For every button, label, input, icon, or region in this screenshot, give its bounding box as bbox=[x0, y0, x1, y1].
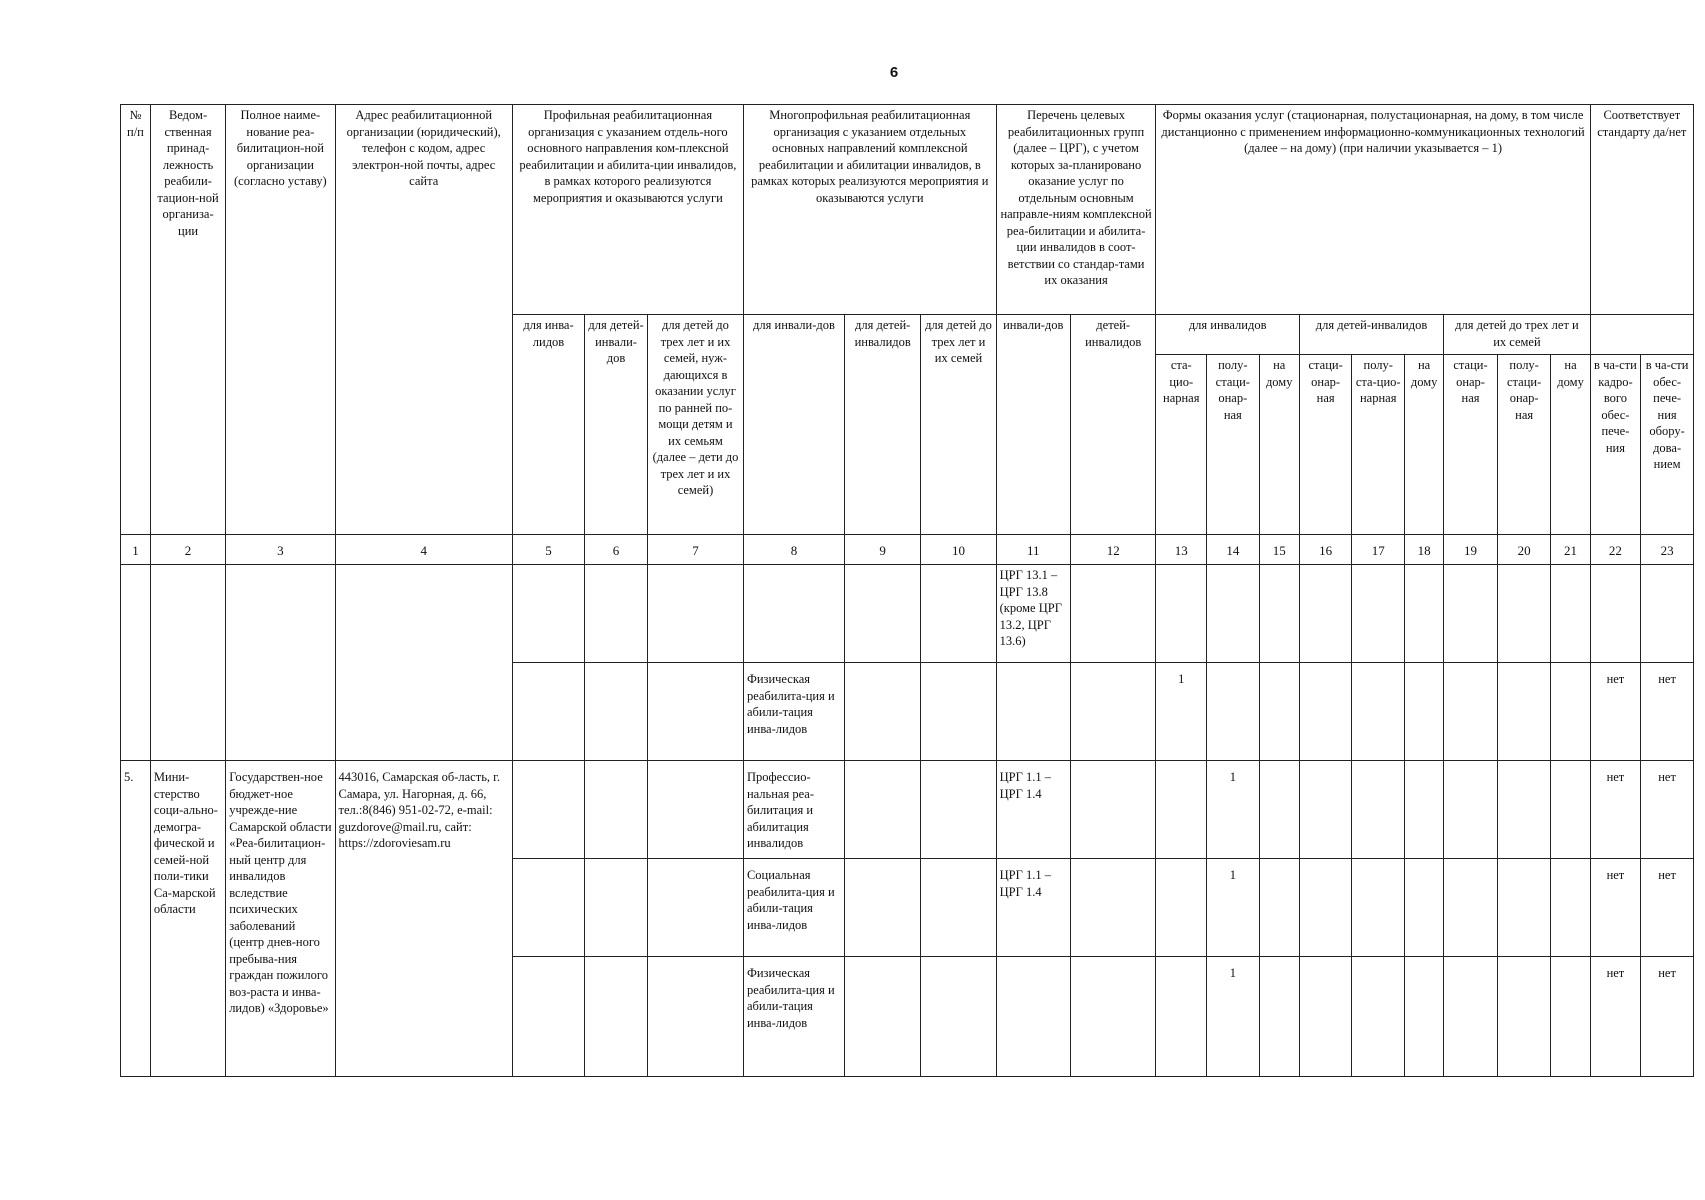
cell-c23: нет bbox=[1641, 761, 1694, 859]
header-group-disabled-children: для детей-инвалидов bbox=[1299, 315, 1443, 355]
header-c15: на дому bbox=[1259, 355, 1299, 535]
cell-empty bbox=[512, 565, 584, 663]
cell-empty bbox=[1352, 957, 1405, 1077]
cell-empty bbox=[1352, 663, 1405, 761]
org-number: 5. bbox=[121, 761, 151, 1077]
cell-c14: 1 bbox=[1207, 957, 1260, 1077]
cell-empty bbox=[1352, 859, 1405, 957]
cell-c14 bbox=[1207, 565, 1260, 663]
cell-empty bbox=[921, 663, 996, 761]
cell-c22: нет bbox=[1590, 859, 1641, 957]
cell-direction: Професcио-нальная реа-билитация и абилитация инвалидов bbox=[743, 761, 844, 859]
col-num: 1 bbox=[121, 535, 151, 565]
cell-empty bbox=[845, 957, 921, 1077]
col-num: 5 bbox=[512, 535, 584, 565]
cell-empty bbox=[845, 565, 921, 663]
cell-empty bbox=[1299, 957, 1352, 1077]
cell-c14: 1 bbox=[1207, 859, 1260, 957]
header-c23: в ча-сти обес-пече-ния обору-дова-нием bbox=[1641, 355, 1694, 535]
header-c14: полу-стаци-онар-ная bbox=[1207, 355, 1260, 535]
cell-c23: нет bbox=[1641, 957, 1694, 1077]
cell-c14 bbox=[1207, 663, 1260, 761]
column-number-row bbox=[121, 535, 1694, 565]
cell-empty bbox=[1405, 957, 1444, 1077]
cell-c22: нет bbox=[1590, 957, 1641, 1077]
cell-empty bbox=[1070, 957, 1156, 1077]
cell-empty bbox=[226, 565, 335, 761]
cell-empty bbox=[512, 761, 584, 859]
cell-c22 bbox=[1590, 565, 1641, 663]
cell-target-group: ЦРГ 13.1 – ЦРГ 13.8 (кроме ЦРГ 13.2, ЦРГ 13.6) bbox=[996, 565, 1070, 663]
cell-empty bbox=[1070, 663, 1156, 761]
table-row bbox=[121, 565, 1694, 663]
cell-target-group: ЦРГ 1.1 – ЦРГ 1.4 bbox=[996, 761, 1070, 859]
col-num: 2 bbox=[150, 535, 225, 565]
cell-empty bbox=[1405, 859, 1444, 957]
cell-empty bbox=[1259, 957, 1299, 1077]
header-c8: для инвали-дов bbox=[743, 315, 844, 535]
header-department: Ведом-ственная принад-лежность реабили-тацион-ной организа-ции bbox=[150, 105, 225, 535]
org-address: 443016, Самарская об-ласть, г. Самара, ул. Нагорная, д. 66, тел.:8(846) 951-02-72, e-mail: guzdorove@mail.ru, сайт: https://zdoroviesam.ru bbox=[335, 761, 512, 1077]
cell-empty bbox=[1551, 565, 1590, 663]
col-num: 16 bbox=[1299, 535, 1352, 565]
cell-empty bbox=[1497, 663, 1551, 761]
cell-empty bbox=[121, 565, 151, 761]
cell-empty bbox=[648, 565, 744, 663]
cell-empty bbox=[1156, 761, 1207, 859]
cell-empty bbox=[585, 859, 648, 957]
header-standard-compliance: Соответствует стандарту да/нет bbox=[1590, 105, 1693, 315]
col-num: 7 bbox=[648, 535, 744, 565]
rehab-registry-table bbox=[120, 104, 1694, 1077]
cell-empty bbox=[512, 859, 584, 957]
cell-empty bbox=[585, 565, 648, 663]
header-c21: на дому bbox=[1551, 355, 1590, 535]
col-num: 6 bbox=[585, 535, 648, 565]
cell-empty bbox=[1156, 859, 1207, 957]
cell-empty bbox=[921, 565, 996, 663]
cell-c14: 1 bbox=[1207, 761, 1260, 859]
cell-empty bbox=[1259, 565, 1299, 663]
col-num: 14 bbox=[1207, 535, 1260, 565]
cell-target-group bbox=[996, 663, 1070, 761]
cell-empty bbox=[1259, 761, 1299, 859]
cell-target-group: ЦРГ 1.1 – ЦРГ 1.4 bbox=[996, 859, 1070, 957]
col-num: 19 bbox=[1444, 535, 1498, 565]
cell-empty bbox=[1551, 761, 1590, 859]
header-row-main bbox=[121, 105, 1694, 315]
cell-empty bbox=[1299, 565, 1352, 663]
cell-empty bbox=[1444, 663, 1498, 761]
cell-empty bbox=[585, 761, 648, 859]
cell-empty bbox=[1299, 859, 1352, 957]
cell-target-group bbox=[996, 957, 1070, 1077]
col-num: 8 bbox=[743, 535, 844, 565]
col-num: 13 bbox=[1156, 535, 1207, 565]
cell-direction: Физическая реабилита-ция и абили-тация инва-лидов bbox=[743, 663, 844, 761]
cell-empty bbox=[648, 761, 744, 859]
col-num: 18 bbox=[1405, 535, 1444, 565]
col-num: 17 bbox=[1352, 535, 1405, 565]
org-full-name: Государствен-ное бюджет-ное учрежде-ние Самарской области «Реа-билитацион-ный центр для инвалидов вследствие психических заболеваний (центр днев-ного пребыва-ния граждан пожилого воз-раста и инва-лидов) «Здоровье» bbox=[226, 761, 335, 1077]
cell-direction: Физическая реабилита-ция и абили-тация инва-лидов bbox=[743, 957, 844, 1077]
cell-empty bbox=[335, 565, 512, 761]
cell-empty bbox=[845, 761, 921, 859]
col-num: 21 bbox=[1551, 535, 1590, 565]
cell-empty bbox=[1497, 859, 1551, 957]
header-service-forms: Формы оказания услуг (стационарная, полустационарная, на дому, в том числе дистанционно с применением информационно-коммуникационных технологий (далее – на дому) (при наличии указывается – 1) bbox=[1156, 105, 1590, 315]
cell-empty bbox=[845, 859, 921, 957]
cell-empty bbox=[1299, 663, 1352, 761]
header-c20: полу-стаци-онар-ная bbox=[1497, 355, 1551, 535]
header-c16: стаци-онар-ная bbox=[1299, 355, 1352, 535]
cell-empty bbox=[1551, 663, 1590, 761]
cell-empty bbox=[1352, 761, 1405, 859]
cell-empty bbox=[585, 957, 648, 1077]
cell-empty bbox=[845, 663, 921, 761]
cell-empty bbox=[1070, 859, 1156, 957]
col-num: 10 bbox=[921, 535, 996, 565]
cell-empty bbox=[648, 859, 744, 957]
header-compliance-blank bbox=[1590, 315, 1693, 355]
cell-empty bbox=[1405, 761, 1444, 859]
header-address: Адрес реабилитационной организации (юридический), телефон с кодом, адрес электрон-ной почты, адрес сайта bbox=[335, 105, 512, 535]
cell-empty bbox=[1551, 859, 1590, 957]
cell-c13: 1 bbox=[1156, 663, 1207, 761]
cell-empty bbox=[921, 957, 996, 1077]
header-multiprofile-org: Многопрофильная реабилитационная организация с указанием отдельных основных направлений комплексной реабилитации и абилитации инвалидов, в рамках которых реализуются мероприятия и оказываются услуги bbox=[743, 105, 996, 315]
org-department: Мини-стерство соци-ально-демогра-фической и семей-ной поли-тики Са-марской области bbox=[150, 761, 225, 1077]
header-c11: инвали-дов bbox=[996, 315, 1070, 535]
cell-empty bbox=[512, 663, 584, 761]
cell-empty bbox=[150, 565, 225, 761]
table-row bbox=[121, 761, 1694, 859]
cell-empty bbox=[1070, 761, 1156, 859]
header-c9: для детей-инвалидов bbox=[845, 315, 921, 535]
cell-c23: нет bbox=[1641, 859, 1694, 957]
cell-empty bbox=[1405, 663, 1444, 761]
header-c18: на дому bbox=[1405, 355, 1444, 535]
cell-empty bbox=[1444, 859, 1498, 957]
cell-empty bbox=[1497, 565, 1551, 663]
cell-c22: нет bbox=[1590, 663, 1641, 761]
cell-c13 bbox=[1156, 565, 1207, 663]
cell-empty bbox=[1156, 957, 1207, 1077]
cell-c23 bbox=[1641, 565, 1694, 663]
cell-empty bbox=[921, 761, 996, 859]
cell-empty bbox=[1259, 663, 1299, 761]
header-c12: детей-инвалидов bbox=[1070, 315, 1156, 535]
header-c6: для детей-инвали-дов bbox=[585, 315, 648, 535]
cell-empty bbox=[1444, 957, 1498, 1077]
header-target-groups: Перечень целевых реабилитационных групп (далее – ЦРГ), с учетом которых за-планировано оказание услуг по отдельным основным направле-ниям комплексной реа-билитации и абилита-ции инвалидов в соот-ветствии со стандар-тами их оказания bbox=[996, 105, 1156, 315]
cell-empty bbox=[1551, 957, 1590, 1077]
cell-empty bbox=[1497, 761, 1551, 859]
cell-empty bbox=[648, 663, 744, 761]
cell-empty bbox=[1444, 565, 1498, 663]
cell-empty bbox=[1444, 761, 1498, 859]
header-c7: для детей до трех лет и их семей, нуж-дающихся в оказании услуг по ранней по-мощи детям и их семьям (далее – дети до трех лет и их семей) bbox=[648, 315, 744, 535]
cell-direction bbox=[743, 565, 844, 663]
cell-direction: Социальная реабилита-ция и абили-тация инва-лидов bbox=[743, 859, 844, 957]
col-num: 22 bbox=[1590, 535, 1641, 565]
cell-empty bbox=[1497, 957, 1551, 1077]
cell-empty bbox=[1352, 565, 1405, 663]
header-c10: для детей до трех лет и их семей bbox=[921, 315, 996, 535]
col-num: 11 bbox=[996, 535, 1070, 565]
col-num: 20 bbox=[1497, 535, 1551, 565]
cell-empty bbox=[512, 957, 584, 1077]
col-num: 4 bbox=[335, 535, 512, 565]
header-c5: для инва-лидов bbox=[512, 315, 584, 535]
col-num: 9 bbox=[845, 535, 921, 565]
cell-empty bbox=[1259, 859, 1299, 957]
header-org-name: Полное наиме-нование реа-билитацион-ной организации (согласно уставу) bbox=[226, 105, 335, 535]
header-group-under-three: для детей до трех лет и их семей bbox=[1444, 315, 1590, 355]
header-c17: полу-ста-цио-нарная bbox=[1352, 355, 1405, 535]
cell-empty bbox=[1405, 565, 1444, 663]
col-num: 15 bbox=[1259, 535, 1299, 565]
header-c19: стаци-онар-ная bbox=[1444, 355, 1498, 535]
header-c13: ста-цио-нарная bbox=[1156, 355, 1207, 535]
header-num: № п/п bbox=[121, 105, 151, 535]
cell-empty bbox=[1299, 761, 1352, 859]
cell-empty bbox=[921, 859, 996, 957]
header-group-disabled: для инвалидов bbox=[1156, 315, 1299, 355]
cell-c22: нет bbox=[1590, 761, 1641, 859]
cell-c23: нет bbox=[1641, 663, 1694, 761]
col-num: 12 bbox=[1070, 535, 1156, 565]
col-num: 3 bbox=[226, 535, 335, 565]
header-profile-org: Профильная реабилитационная организация с указанием отдель-ного основного направления ком-плексной реабилитации и абилита-ции инвалидов, в рамках которого реализуются мероприятия и оказываются услуги bbox=[512, 105, 743, 315]
cell-empty bbox=[1070, 565, 1156, 663]
cell-empty bbox=[585, 663, 648, 761]
cell-empty bbox=[648, 957, 744, 1077]
header-c22: в ча-сти кадро-вого обес-пече-ния bbox=[1590, 355, 1641, 535]
page-number: 6 bbox=[889, 64, 899, 81]
col-num: 23 bbox=[1641, 535, 1694, 565]
